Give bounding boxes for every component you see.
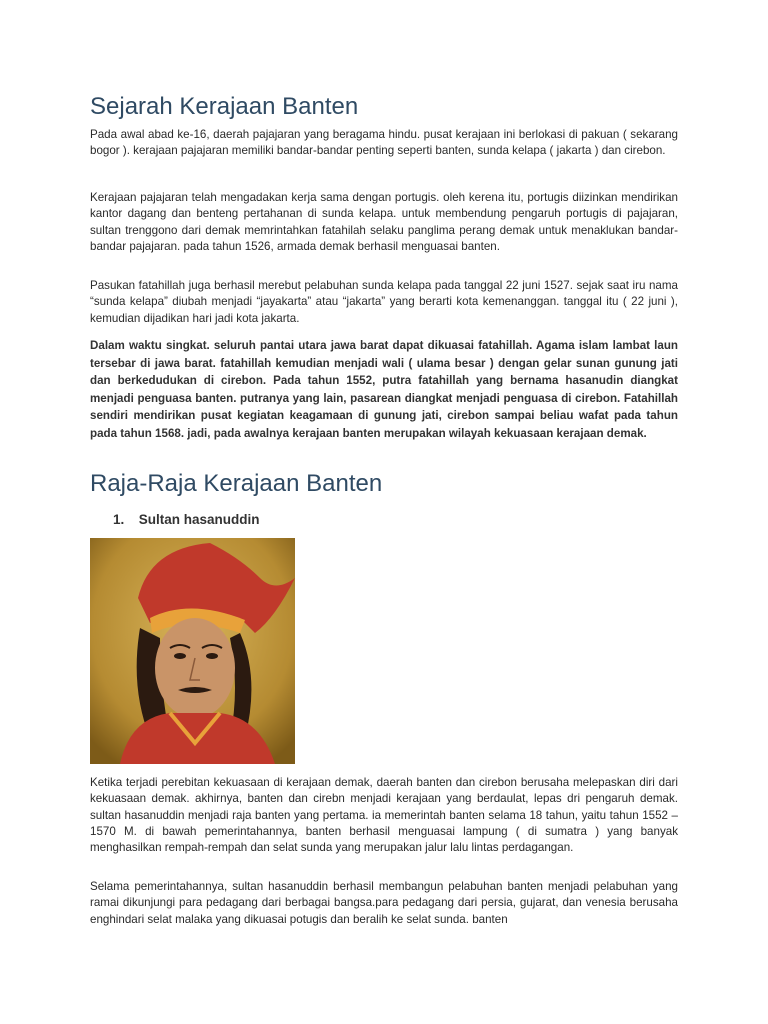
paragraph-text: Pada awal abad ke-16, daerah pajajaran yang beragama hindu. pusat kerajaan ini berlokasi di pakuan ( sekarang bogor ). kerajaan pajajaran memiliki bandar-bandar penting seperti banten, sunda kelapa ( jakarta ) dan cirebon. <box>90 128 678 158</box>
paragraph-text: Pasukan fatahillah juga berhasil merebut pelabuhan sunda kelapa pada tanggal 22 juni 1527. sejak saat iru nama “sunda kelapa” diubah menjadi “jayakarta” atau “jakarta” yang berarti kota kemenanggan. tanggal itu ( 22 juni ), kemudian dijadikan hari jadi kota jakarta. <box>90 279 678 325</box>
paragraph-4 <box>90 775 678 856</box>
paragraph-1 <box>90 127 678 160</box>
paragraph-5 <box>90 879 678 928</box>
list-item-sultan-hasanuddin <box>113 512 260 527</box>
paragraph-bold <box>90 337 678 442</box>
sultan-portrait-image <box>90 538 295 764</box>
paragraph-2 <box>90 190 678 255</box>
paragraph-3 <box>90 278 678 327</box>
paragraph-text: Selama pemerintahannya, sultan hasanuddin berhasil membangun pelabuhan banten menjadi pelabuhan yang ramai dikunjungi para pedagang dari berbagai bangsa.para pedagang dari persia, gujarat, dan venesia berusaha enghindari selat malaka yang dikuasai potugis dan beralih ke selat sunda. banten <box>90 880 678 926</box>
paragraph-text: Dalam waktu singkat. seluruh pantai utara jawa barat dapat dikuasai fatahillah. Agama islam lambat laun tersebar di jawa barat. fatahillah kemudian menjadi wali ( ulama besar ) dengan gelar sunan gunung jati dan berkedudukan di cirebon. Pada tahun 1552, putra fatahillah yang bernama hasanudin diangkat menjadi penguasa banten. putranya yang lain, pasarean diangkat menjadi penguasa di cirebon. Fatahillah sendiri mendirikan pusat kegiatan keagamaan di gunung jati, cirebon sampai beliau wafat pada tahun pada tahun 1568. jadi, pada awalnya kerajaan banten merupakan wilayah kekuasaan kerajaan demak. <box>90 339 678 440</box>
list-number: 1. <box>113 512 125 527</box>
section-title-raja-raja: Raja-Raja Kerajaan Banten <box>90 470 383 497</box>
section-title-sejarah: Sejarah Kerajaan Banten <box>90 93 359 120</box>
list-label: Sultan hasanuddin <box>138 512 260 527</box>
paragraph-text: Kerajaan pajajaran telah mengadakan kerja sama dengan portugis. oleh kerena itu, portugis diizinkan mendirikan kantor dagang dan benteng pertahanan di sunda kelapa. untuk membendung pengaruh portugis di pajajaran, sultan trenggono dari demak memrintahkan fatahilah selaku panglima perang demak untuk menaklukan bandar-bandar pajajaran. pada tahun 1526, armada demak berhasil menguasai banten. <box>90 191 678 253</box>
paragraph-text: Ketika terjadi perebitan kekuasaan di kerajaan demak, daerah banten dan cirebon berusaha melepaskan diri dari kekuasaan demak. akhirnya, banten dan cirebn menjadi kerajaan yang berdaulat, lepas dri pengaruh demak. sultan hasanuddin menjadi raja banten yang pertama. ia memerintah banten selama 18 tahun, yaitu tahun 1552 – 1570 M. di bawah pemerintahannya, banten berhasil menguasai lampung ( di sumatra ) yang banyak menghasilkan rempah-rempah dan selat sunda yang merupakan jalur lalu lintas perdagangan. <box>90 776 678 855</box>
